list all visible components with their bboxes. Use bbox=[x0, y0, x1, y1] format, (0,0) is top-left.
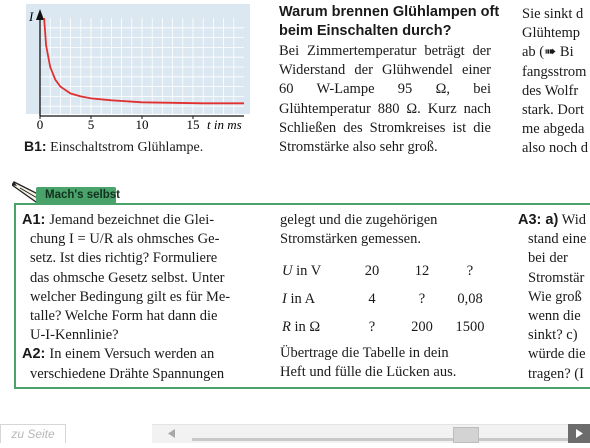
a3-line: stand eine bbox=[528, 231, 587, 248]
article-body: Bei Zimmertemperatur beträgt der Widerstand der Glühwendel einer 60 W-Lampe 95 Ω, bei Glühtemperatur 880 Ω. Kurz nach Schließen des Stromkreises ist die Stromstärke also sehr groß. bbox=[279, 43, 491, 156]
scroll-thumb[interactable] bbox=[453, 427, 479, 443]
a3-line: sinkt? c) bbox=[528, 327, 578, 344]
y-axis-arrow-icon bbox=[36, 9, 44, 20]
a2-line: verschiedene Drähte Spannungen bbox=[30, 365, 225, 382]
table-row-label: R in Ω bbox=[282, 319, 321, 335]
a2-instruction-line: Heft und fülle die Lücken aus. bbox=[280, 364, 457, 381]
right-column-line: fangsstrom bbox=[522, 63, 587, 80]
scroll-track[interactable] bbox=[192, 438, 568, 441]
x-tick-label: 15 bbox=[186, 117, 200, 132]
table-row-label: U in V bbox=[282, 263, 322, 279]
x-tick-label: 5 bbox=[87, 117, 95, 132]
table-cell: ? bbox=[466, 263, 474, 279]
a3-line: A3: a) Wid bbox=[518, 212, 587, 228]
right-column-line: me abgeda bbox=[522, 121, 585, 138]
a2-label: A2: bbox=[22, 346, 50, 363]
exercise-column-3 bbox=[518, 211, 590, 384]
table-row-label: I in A bbox=[282, 291, 316, 307]
a1-line: talle? Welche Form hat dann die bbox=[30, 308, 218, 325]
table-cell: 4 bbox=[368, 291, 376, 307]
article-title: Warum brennen Glühlampen oft beim Einschalten durch? bbox=[279, 4, 500, 39]
a3-line: Wie groß bbox=[528, 288, 582, 305]
a1-label: A1: bbox=[22, 212, 50, 228]
right-column-text bbox=[522, 5, 590, 159]
chevron-left-icon bbox=[152, 424, 180, 443]
table-cell: ? bbox=[368, 319, 376, 335]
chart-grid bbox=[40, 18, 244, 116]
x-tick-label: 0 bbox=[36, 117, 44, 132]
a3-line: Stromstär bbox=[528, 269, 585, 286]
a1-line: chung I = U/R als ohmsches Ge- bbox=[30, 231, 220, 248]
right-column-line: also noch d bbox=[522, 140, 589, 157]
a1-line: das ohmsche Gesetz selbst. Unter bbox=[30, 269, 225, 286]
a3-line: wenn die bbox=[528, 308, 581, 325]
a1-line: welcher Bedingung gilt es für Me- bbox=[30, 288, 231, 305]
right-column-line: Glühtemp bbox=[522, 25, 580, 42]
table-cell: 200 bbox=[411, 319, 433, 335]
a3-line: tragen? (I bbox=[528, 365, 584, 382]
current-curve bbox=[44, 18, 244, 103]
a2-continued-line: Stromstärken gemessen. bbox=[280, 231, 421, 248]
table-cell: 12 bbox=[414, 263, 430, 279]
exercise-column-1 bbox=[22, 211, 244, 384]
a1-line: A1: Jemand bezeichnet die Glei- bbox=[22, 212, 215, 228]
chevron-right-icon bbox=[568, 424, 590, 443]
figure-caption-text: Einschaltstrom Glühlampe. bbox=[46, 140, 204, 155]
right-column-line: stark. Dort bbox=[522, 102, 585, 119]
a2-line: A2: In einem Versuch werden an bbox=[22, 346, 215, 363]
x-tick-label: 10 bbox=[135, 117, 149, 132]
table-cell: 0,08 bbox=[457, 291, 483, 307]
right-column-line: ab (➠ Bi bbox=[522, 44, 574, 61]
a1-line: U-I-Kennlinie? bbox=[30, 327, 119, 344]
a2-continued-text bbox=[280, 211, 492, 249]
a2-continued-line: gelegt und die zugehörigen bbox=[280, 212, 438, 228]
a2-instruction-line: Übertrage die Tabelle in dein bbox=[280, 345, 449, 361]
y-axis-label: I bbox=[29, 9, 34, 24]
figure-caption bbox=[24, 138, 203, 156]
table-cell: 20 bbox=[364, 263, 380, 279]
x-axis-label: t in ms bbox=[207, 117, 242, 132]
a3-line: würde die bbox=[528, 346, 586, 363]
chart-axes bbox=[36, 9, 244, 116]
a3-label: A3: a) bbox=[518, 212, 559, 228]
a3-line: bei der bbox=[528, 250, 568, 267]
scroll-left-button[interactable] bbox=[152, 424, 180, 443]
table-cell: ? bbox=[418, 291, 426, 307]
page-link-button[interactable]: zu Seite bbox=[0, 424, 66, 443]
a1-line: setz. Ist dies richtig? Formuliere bbox=[30, 250, 218, 267]
table-cell: 1500 bbox=[455, 319, 485, 335]
scroll-right-button[interactable] bbox=[568, 424, 590, 443]
figure-caption-label: B1: bbox=[24, 138, 47, 154]
machs-selbst-label: Mach's selbst bbox=[45, 189, 120, 201]
right-column-line: Sie sinkt d bbox=[522, 6, 584, 22]
right-column-line: des Wolfr bbox=[522, 82, 579, 99]
current-chart bbox=[0, 0, 270, 136]
a2-instruction-text bbox=[280, 344, 492, 382]
